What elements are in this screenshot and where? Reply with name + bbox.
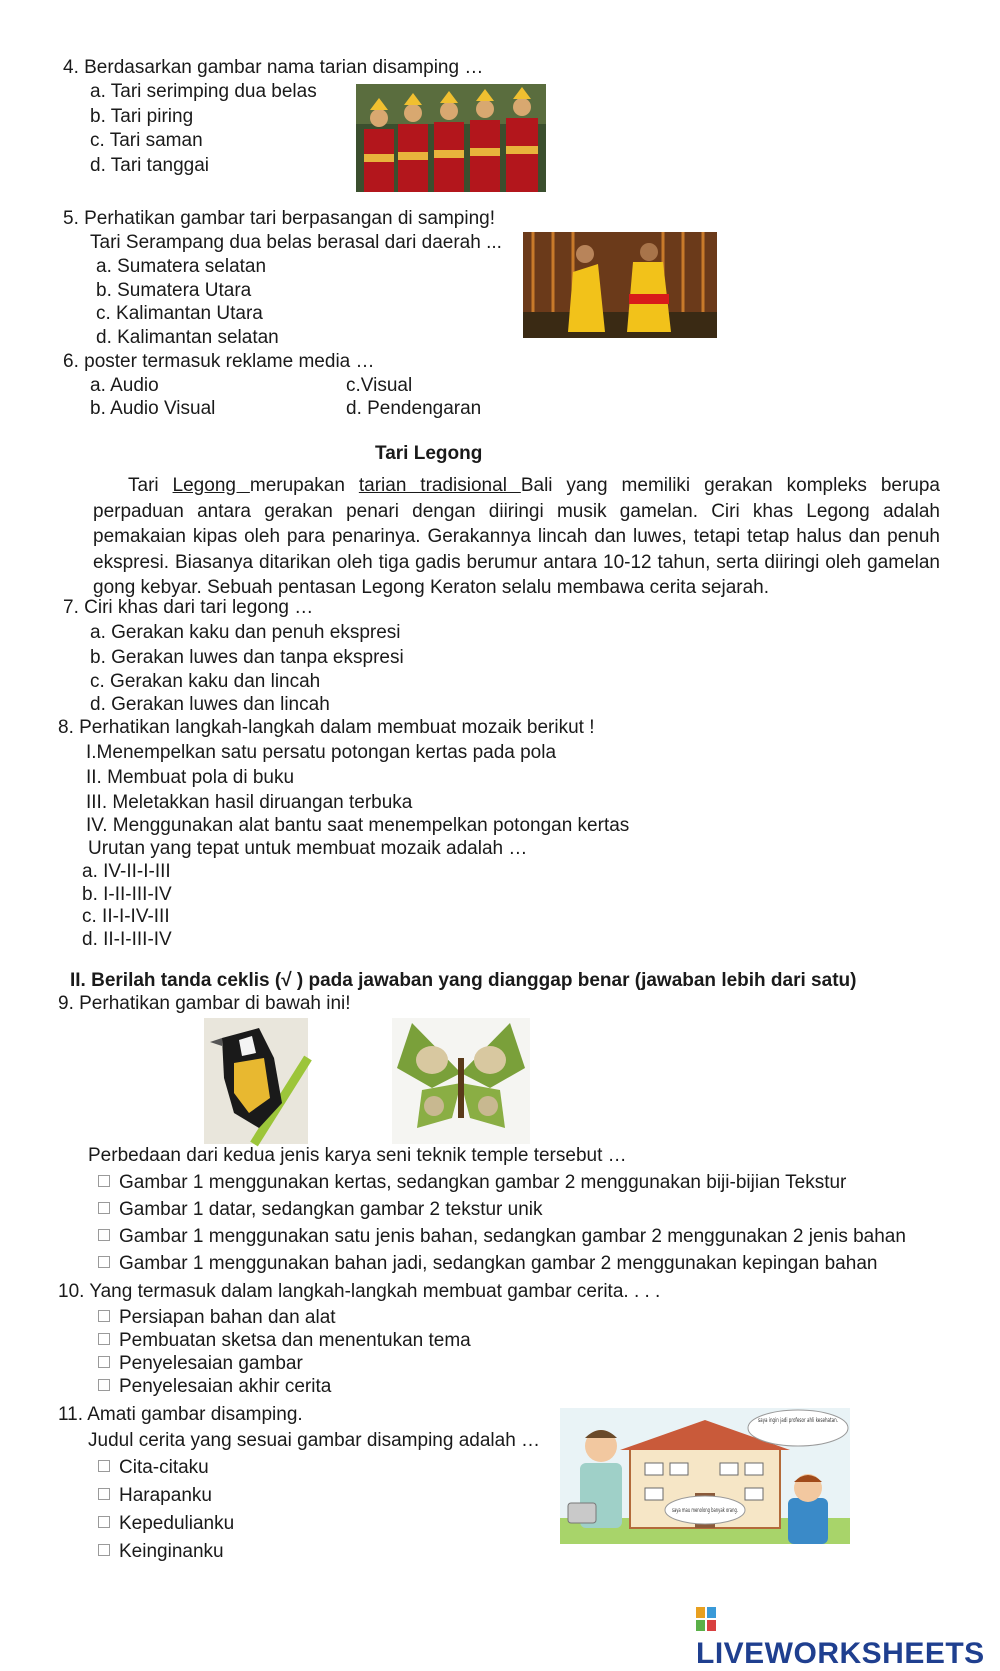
liveworksheets-text: LIVEWORKSHEETS bbox=[696, 1637, 985, 1670]
q8-step-1: I.Menempelkan satu persatu potongan kertas pada pola bbox=[86, 742, 557, 763]
checkbox[interactable] bbox=[98, 1516, 110, 1528]
q5-option-a[interactable]: a. Sumatera selatan bbox=[96, 256, 267, 277]
q8-option-a[interactable]: a. IV-II-I-III bbox=[82, 861, 171, 882]
q5-option-d[interactable]: d. Kalimantan selatan bbox=[96, 327, 279, 348]
q10-option-2[interactable] bbox=[98, 1330, 471, 1353]
liveworksheets-icon bbox=[696, 1605, 716, 1629]
q8-step-2: II. Membuat pola di buku bbox=[86, 767, 295, 788]
passage-word-tarian-tradisional: tarian tradisional bbox=[358, 475, 521, 496]
passage-title: Tari Legong bbox=[375, 443, 483, 464]
q9-option-3[interactable] bbox=[98, 1226, 906, 1249]
q5-subquestion: Tari Serampang dua belas berasal dari daerah ... bbox=[90, 232, 502, 253]
q5-option-c[interactable]: c. Kalimantan Utara bbox=[96, 303, 263, 324]
q7-option-d[interactable]: d. Gerakan luwes dan lincah bbox=[90, 694, 330, 715]
q11-option-3-label: Kepedulianku bbox=[119, 1513, 235, 1534]
q10-option-4-label: Penyelesaian akhir cerita bbox=[119, 1376, 332, 1397]
q7-option-a[interactable]: a. Gerakan kaku dan penuh ekspresi bbox=[90, 622, 401, 643]
q8-option-b[interactable]: b. I-II-III-IV bbox=[82, 884, 172, 905]
q11-option-2-label: Harapanku bbox=[119, 1485, 212, 1506]
speech-bubble-1: saya ingin jadi profesor ahli kesehatan. bbox=[758, 1417, 839, 1424]
q9-option-1-label: Gambar 1 menggunakan kertas, sedangkan gambar 2 menggunakan biji-bijian Tekstur bbox=[119, 1172, 847, 1193]
q9-subquestion: Perbedaan dari kedua jenis karya seni teknik temple tersebut … bbox=[88, 1145, 627, 1166]
liveworksheets-logo[interactable] bbox=[696, 1603, 1000, 1671]
q10-option-3-label: Penyelesaian gambar bbox=[119, 1353, 303, 1374]
checkbox[interactable] bbox=[98, 1202, 110, 1214]
q11-option-4-label: Keinginanku bbox=[119, 1541, 224, 1562]
q4-question: 4. Berdasarkan gambar nama tarian disamping … bbox=[63, 57, 484, 78]
checkbox[interactable] bbox=[98, 1460, 110, 1472]
passage-rest: Bali yang memiliki gerakan kompleks berupa perpaduan antara gerakan penari dengan diiringi musik gamelan. Ciri khas Legong adalah pemakaian kipas oleh para penarinya. Gerakannya lincah dan luwes, tetapi tetap halus dan penuh ekspresi. Biasanya ditarikan oleh tiga gadis berumur antara 10-12 tahun, serta diiringi oleh gamelan gong kebyar. Sebuah pentasan Legong Keraton selalu membawa cerita sejarah. bbox=[93, 475, 940, 598]
q7-question: 7. Ciri khas dari tari legong … bbox=[63, 597, 314, 618]
q4-option-b[interactable]: b. Tari piring bbox=[90, 106, 194, 127]
checkbox[interactable] bbox=[98, 1379, 110, 1391]
checkbox[interactable] bbox=[98, 1544, 110, 1556]
q5-option-b[interactable]: b. Sumatera Utara bbox=[96, 280, 252, 301]
q11-option-2[interactable] bbox=[98, 1485, 212, 1508]
q10-question: 10. Yang termasuk dalam langkah-langkah membuat gambar cerita. . . . bbox=[58, 1281, 661, 1302]
q6-option-b[interactable]: b. Audio Visual bbox=[90, 398, 216, 419]
passage-word-legong: Legong bbox=[172, 475, 250, 496]
q4-option-d[interactable]: d. Tari tanggai bbox=[90, 155, 210, 176]
doctor-story-illustration bbox=[560, 1408, 850, 1544]
tari-serimping-photo bbox=[356, 84, 546, 192]
q8-step-4: IV. Menggunakan alat bantu saat menempelkan potongan kertas bbox=[86, 815, 630, 836]
checkbox[interactable] bbox=[98, 1256, 110, 1268]
q8-subquestion: Urutan yang tepat untuk membuat mozaik adalah … bbox=[88, 838, 528, 859]
q10-option-2-label: Pembuatan sketsa dan menentukan tema bbox=[119, 1330, 471, 1351]
q11-option-4[interactable] bbox=[98, 1541, 224, 1564]
speech-bubble-2: saya mau menolong banyak orang. bbox=[672, 1507, 739, 1514]
q6-option-d[interactable]: d. Pendengaran bbox=[346, 398, 482, 419]
q11-subquestion: Judul cerita yang sesuai gambar disamping adalah … bbox=[88, 1430, 541, 1451]
q9-option-1[interactable] bbox=[98, 1172, 846, 1195]
butterfly-seed-mosaic-image bbox=[392, 1018, 530, 1144]
q7-option-c[interactable]: c. Gerakan kaku dan lincah bbox=[90, 671, 321, 692]
q10-option-3[interactable] bbox=[98, 1353, 303, 1376]
q9-option-2-label: Gambar 1 datar, sedangkan gambar 2 tekstur unik bbox=[119, 1199, 543, 1220]
checkbox[interactable] bbox=[98, 1333, 110, 1345]
q8-option-d[interactable]: d. II-I-III-IV bbox=[82, 929, 172, 950]
q6-option-a[interactable]: a. Audio bbox=[90, 375, 159, 396]
q11-option-3[interactable] bbox=[98, 1513, 234, 1536]
q10-option-1-label: Persiapan bahan dan alat bbox=[119, 1307, 336, 1328]
q6-option-c[interactable]: c.Visual bbox=[346, 375, 413, 396]
q9-option-4-label: Gambar 1 menggunakan bahan jadi, sedangkan gambar 2 menggunakan kepingan bahan bbox=[119, 1253, 878, 1274]
q4-option-c[interactable]: c. Tari saman bbox=[90, 130, 203, 151]
q7-option-b[interactable]: b. Gerakan luwes dan tanpa ekspresi bbox=[90, 647, 404, 668]
q10-option-1[interactable] bbox=[98, 1307, 336, 1330]
checkbox[interactable] bbox=[98, 1229, 110, 1241]
q11-option-1-label: Cita-citaku bbox=[119, 1457, 209, 1478]
passage-text bbox=[93, 473, 940, 601]
q11-option-1[interactable] bbox=[98, 1457, 209, 1480]
q8-question: 8. Perhatikan langkah-langkah dalam membuat mozaik berikut ! bbox=[58, 717, 595, 738]
q9-option-4[interactable] bbox=[98, 1253, 877, 1276]
bird-collage-image bbox=[204, 1018, 308, 1144]
q6-question: 6. poster termasuk reklame media … bbox=[63, 351, 375, 372]
q4-option-a[interactable]: a. Tari serimping dua belas bbox=[90, 81, 317, 102]
tari-serampang-photo bbox=[523, 232, 717, 338]
checkbox[interactable] bbox=[98, 1175, 110, 1187]
q9-option-2[interactable] bbox=[98, 1199, 543, 1222]
q9-question: 9. Perhatikan gambar di bawah ini! bbox=[58, 993, 351, 1014]
q10-option-4[interactable] bbox=[98, 1376, 331, 1399]
passage-word-merupakan: merupakan bbox=[249, 475, 359, 496]
checkbox[interactable] bbox=[98, 1356, 110, 1368]
section-2-heading: II. Berilah tanda ceklis (√ ) pada jawaban yang dianggap benar (jawaban lebih dari satu) bbox=[70, 970, 857, 991]
checkbox[interactable] bbox=[98, 1488, 110, 1500]
q5-question: 5. Perhatikan gambar tari berpasangan di samping! bbox=[63, 208, 495, 229]
q8-step-3: III. Meletakkan hasil diruangan terbuka bbox=[86, 792, 413, 813]
q8-option-c[interactable]: c. II-I-IV-III bbox=[82, 906, 170, 927]
checkbox[interactable] bbox=[98, 1310, 110, 1322]
passage-word-tari: Tari bbox=[128, 475, 173, 496]
q11-question: 11. Amati gambar disamping. bbox=[58, 1404, 303, 1425]
q9-option-3-label: Gambar 1 menggunakan satu jenis bahan, sedangkan gambar 2 menggunakan 2 jenis bahan bbox=[119, 1226, 906, 1247]
